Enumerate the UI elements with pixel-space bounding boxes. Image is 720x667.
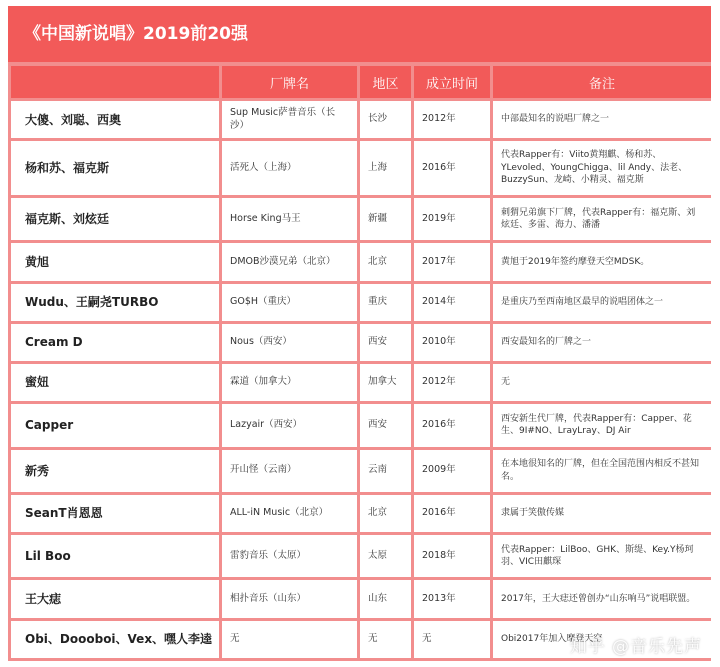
rapper-name: 新秀 <box>11 450 219 492</box>
note-cell: Obi2017年加入摩登天空 <box>493 621 711 658</box>
founded-cell: 无 <box>414 621 490 658</box>
region-cell: 西安 <box>360 404 411 446</box>
table-header-row <box>11 66 711 98</box>
rapper-name: 王大痣 <box>11 580 219 617</box>
region-cell: 北京 <box>360 243 411 280</box>
rapper-name: 杨和苏、福克斯 <box>11 141 219 195</box>
label-name: 霖道（加拿大） <box>222 364 357 401</box>
label-name: Nous（西安） <box>222 324 357 361</box>
table-row <box>11 101 711 138</box>
table-row <box>11 324 711 361</box>
rapper-name: 黄旭 <box>11 243 219 280</box>
note-cell: 2017年，王大痣还曾创办“山东响马”说唱联盟。 <box>493 580 711 617</box>
note-cell: 西安新生代厂牌，代表Rapper有：Capper、花生、9I#NO、LrayLray、DJ Air <box>493 404 711 446</box>
table-row <box>11 141 711 195</box>
label-name: ALL-iN Music（北京） <box>222 495 357 532</box>
ranking-table-panel <box>8 6 711 661</box>
header-label: 厂牌名 <box>222 66 357 98</box>
rapper-name: 福克斯、刘炫廷 <box>11 198 219 240</box>
founded-cell: 2010年 <box>414 324 490 361</box>
note-cell: 刺猬兄弟旗下厂牌，代表Rapper有：福克斯、刘炫廷、多雷、海力、潘潘 <box>493 198 711 240</box>
note-cell: 黄旭于2019年签约摩登天空MDSK。 <box>493 243 711 280</box>
label-name: Sup Music萨普音乐（长沙） <box>222 101 357 138</box>
table-row <box>11 284 711 321</box>
region-cell: 上海 <box>360 141 411 195</box>
label-name: GO$H（重庆） <box>222 284 357 321</box>
rapper-name: Obi、Doooboi、Vex、嘿人李逵 <box>11 621 219 658</box>
founded-cell: 2013年 <box>414 580 490 617</box>
label-name: 活死人（上海） <box>222 141 357 195</box>
label-name: DMOB沙漠兄弟（北京） <box>222 243 357 280</box>
rapper-name: Lil Boo <box>11 535 219 577</box>
region-cell: 山东 <box>360 580 411 617</box>
rapper-name: 蜜妞 <box>11 364 219 401</box>
region-cell: 北京 <box>360 495 411 532</box>
note-cell: 代表Rapper有：Viito黄翔麒、杨和苏、YLevoled、YoungChigga、lil Andy、法老、BuzzySun、龙崎、小精灵、福克斯 <box>493 141 711 195</box>
note-cell: 是重庆乃至西南地区最早的说唱团体之一 <box>493 284 711 321</box>
label-name: 无 <box>222 621 357 658</box>
label-name: Lazyair（西安） <box>222 404 357 446</box>
region-cell: 西安 <box>360 324 411 361</box>
founded-cell: 2012年 <box>414 364 490 401</box>
founded-cell: 2014年 <box>414 284 490 321</box>
note-cell: 无 <box>493 364 711 401</box>
region-cell: 太原 <box>360 535 411 577</box>
founded-cell: 2012年 <box>414 101 490 138</box>
founded-cell: 2017年 <box>414 243 490 280</box>
note-cell: 隶属于笑傲传媒 <box>493 495 711 532</box>
label-name: 相扑音乐（山东） <box>222 580 357 617</box>
note-cell: 西安最知名的厂牌之一 <box>493 324 711 361</box>
rapper-name: Wudu、王嗣尧TURBO <box>11 284 219 321</box>
table-row <box>11 580 711 617</box>
table-row <box>11 535 711 577</box>
header-founded: 成立时间 <box>414 66 490 98</box>
header-notes: 备注 <box>493 66 711 98</box>
rapper-name: Capper <box>11 404 219 446</box>
zhihu-watermark: 知乎 @音乐先声 <box>569 637 702 657</box>
founded-cell: 2016年 <box>414 141 490 195</box>
label-name: 雷豹音乐（太原） <box>222 535 357 577</box>
table-row <box>11 198 711 240</box>
rapper-name: 大傻、刘聪、西奥 <box>11 101 219 138</box>
founded-cell: 2016年 <box>414 404 490 446</box>
region-cell: 云南 <box>360 450 411 492</box>
region-cell: 新疆 <box>360 198 411 240</box>
label-name: Horse King马王 <box>222 198 357 240</box>
note-cell: 在本地很知名的厂牌，但在全国范围内相反不甚知名。 <box>493 450 711 492</box>
note-cell: 代表Rapper：LilBoo、GHK、斯缇、Key.Y杨珂羽、VIC田麒琛 <box>493 535 711 577</box>
label-name: 开山怪（云南） <box>222 450 357 492</box>
founded-cell: 2009年 <box>414 450 490 492</box>
table-row <box>11 450 711 492</box>
region-cell: 加拿大 <box>360 364 411 401</box>
rapper-label-table <box>8 63 714 661</box>
rapper-name: Cream D <box>11 324 219 361</box>
region-cell: 长沙 <box>360 101 411 138</box>
header-region: 地区 <box>360 66 411 98</box>
header-rapper <box>11 66 219 98</box>
table-row <box>11 243 711 280</box>
table-row <box>11 495 711 532</box>
region-cell: 无 <box>360 621 411 658</box>
rapper-name: SeanT肖恩恩 <box>11 495 219 532</box>
founded-cell: 2019年 <box>414 198 490 240</box>
region-cell: 重庆 <box>360 284 411 321</box>
table-title: 《中国新说唱》2019前20强 <box>8 6 711 62</box>
table-row <box>11 404 711 446</box>
founded-cell: 2018年 <box>414 535 490 577</box>
table-row <box>11 364 711 401</box>
note-cell: 中部最知名的说唱厂牌之一 <box>493 101 711 138</box>
founded-cell: 2016年 <box>414 495 490 532</box>
